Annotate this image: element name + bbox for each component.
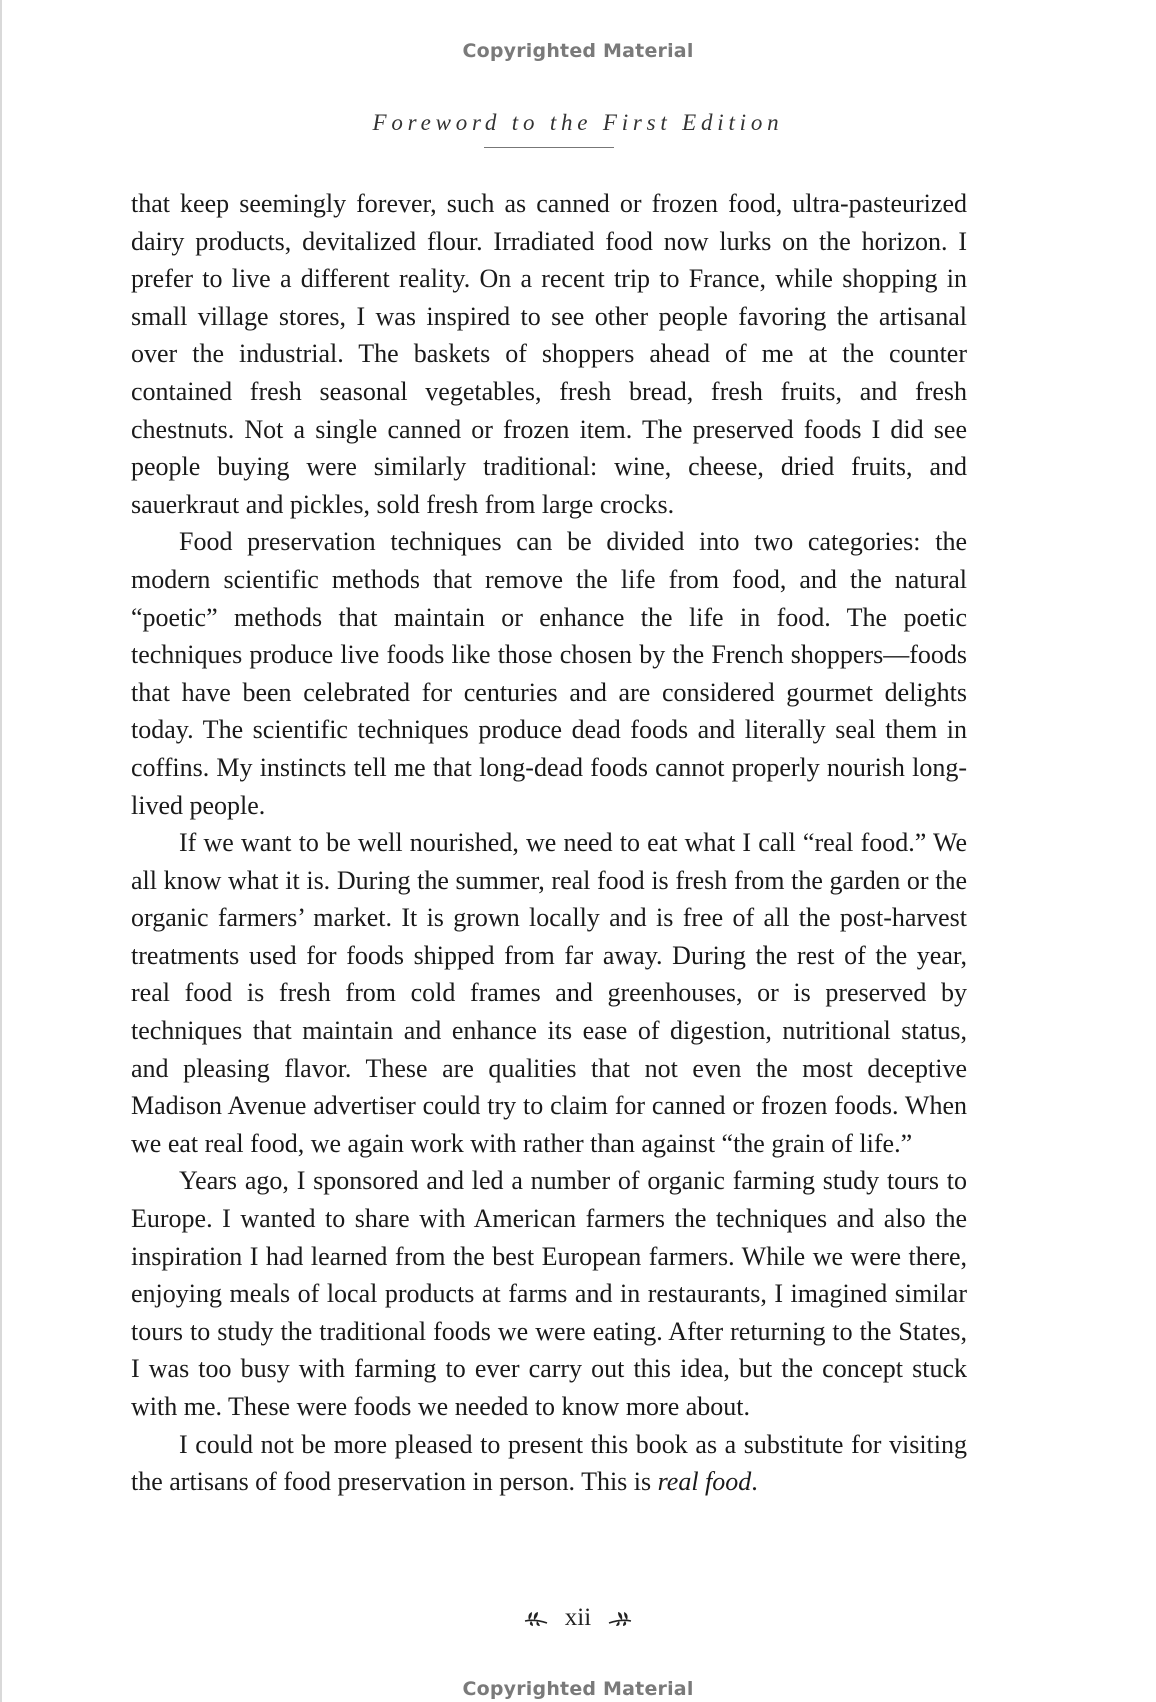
- paragraph-5: [131, 1426, 967, 1501]
- copyright-watermark-top: Copyrighted Material: [462, 40, 694, 62]
- copyright-watermark-bottom: Copyrighted Material: [462, 1678, 694, 1700]
- paragraph-1: that keep seemingly forever, such as canned or frozen food, ultra-pasteurized dairy products, devitalized flour. Irradiated food now lurks on the horizon. I prefer to live a different reality. On a recent trip to France, while shopping in small village stores, I was inspired to see other people favoring the artisanal over the industrial. The baskets of shoppers ahead of me at the counter contained fresh seasonal vegetables, fresh bread, fresh fruits, and fresh chestnuts. Not a single canned or frozen item. The preserved foods I did see people buying were similarly traditional: wine, cheese, dried fruits, and sauerkraut and pickles, sold fresh from large crocks.: [131, 189, 967, 519]
- paragraph-5-text: I could not be more pleased to present this book as a substitute for visiting the artisans of food preservation in person. This is: [131, 1429, 967, 1497]
- paragraph-2: Food preservation techniques can be divided into two categories: the modern scientific methods that remove the life from food, and the natural “poetic” methods that maintain or enhance the life in food. The poetic techniques produce live foods like those chosen by the French shoppers—foods that have been celebrated for centuries and are considered gourmet delights today. The scientific techniques produce dead foods and literally seal them in coffins. My instincts tell me that long-dead foods cannot properly nourish long-lived people.: [131, 527, 967, 820]
- paragraph-5-emphasis: real food: [657, 1467, 752, 1497]
- paragraph-3: If we want to be well nourished, we need to eat what I call “real food.” We all know what it is. During the summer, real food is fresh from the garden or the organic farmers’ market. It is grown locally and is free of all the post-harvest treatments used for foods shipped from far away. During the rest of the year, real food is fresh from cold frames and greenhouses, or is preserved by techniques that maintain and enhance its ease of digestion, nutritional status, and pleasing flavor. These are qualities that not even the most deceptive Madison Avenue advertiser could try to claim for canned or frozen foods. When we eat real food, we again work with rather than against “the grain of life.”: [131, 828, 967, 1158]
- paragraph-4: Years ago, I sponsored and led a number of organic farming study tours to Europe. I wanted to share with American farmers the techniques and also the inspiration I had learned from the best European farmers. While we were there, enjoying meals of local products at farms and in restaurants, I imagined similar tours to study the traditional foods we were eating. After returning to the States, I was too busy with farming to ever carry out this idea, but the concept stuck with me. These were foods we needed to know more about.: [131, 1166, 967, 1421]
- leaf-ornament-left-icon: [523, 1609, 549, 1627]
- leaf-ornament-right-icon: [607, 1609, 633, 1627]
- body-text: [131, 185, 967, 1501]
- paragraph-5-end: .: [751, 1467, 758, 1497]
- running-head: Foreword to the First Edition: [372, 110, 784, 135]
- page-number: xii: [564, 1604, 592, 1631]
- running-head-rule: [484, 147, 614, 148]
- folio: [0, 1604, 1156, 1632]
- page-edge: [0, 0, 2, 1702]
